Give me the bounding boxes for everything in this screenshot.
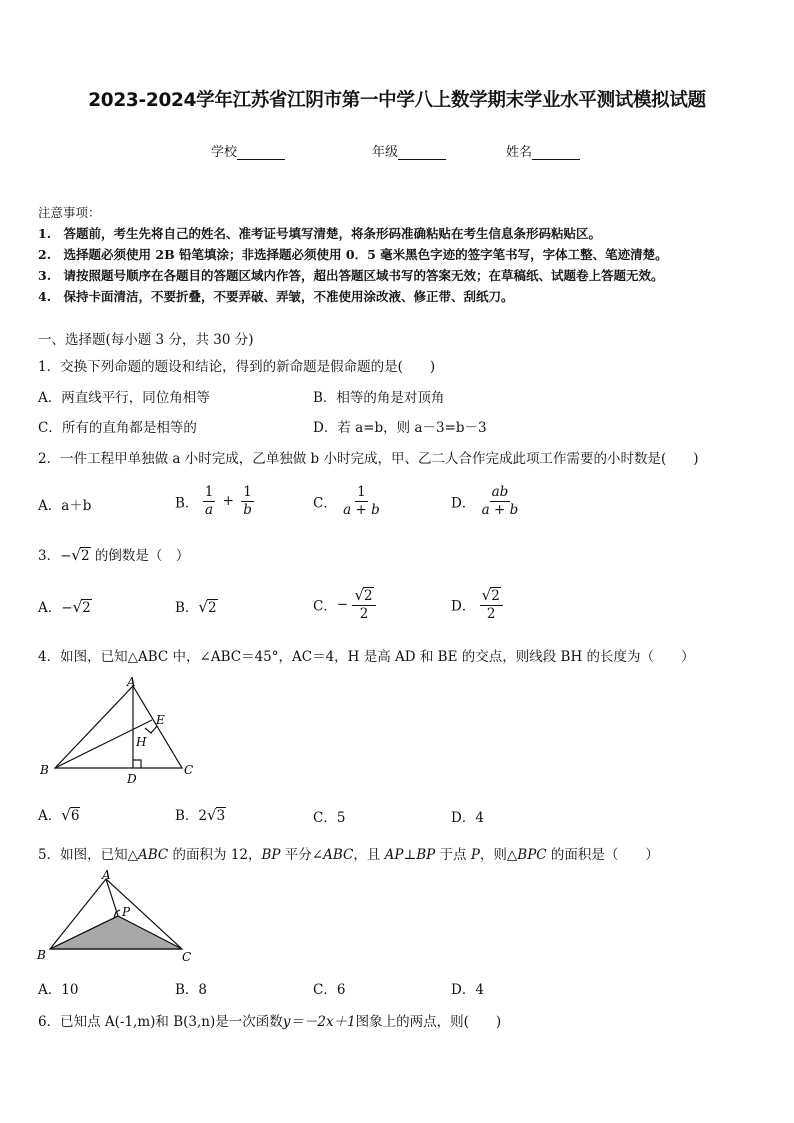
q6-stem: 6．已知点 A(-1,m)和 B(3,n)是一次函数y＝－2x＋1图象上的两点，则( ): [38, 1014, 502, 1030]
q4-stem: 4．如图，已知△ABC 中，∠ABC＝45°，AC＝4，H 是高 AD 和 BE 的交点，则线段 BH 的长度为（ ）: [38, 649, 695, 665]
grade-label: 年级: [372, 145, 399, 160]
q3-option-c: C．− $\frac{√2}{2}$: [313, 586, 376, 623]
note-item: 2. 选择题必须使用 2B 铅笔填涂；非选择题必须使用 0．5 毫米黑色字迹的签字笔书写，字体工整、笔迹清楚。: [38, 247, 668, 262]
q3-option-d: D． $\frac{√2}{2}$: [451, 586, 503, 623]
q2-option-b-label: B．: [175, 495, 199, 512]
q4-right-angle-e: [145, 726, 157, 733]
note-item: 4. 保持卡面清洁，不要折叠，不要弄破、弄皱，不准使用涂改液、修正带、刮纸刀。: [38, 289, 514, 304]
q4-right-angle-d: [133, 760, 141, 768]
q4-option-a: A．√6: [38, 806, 80, 824]
q5-shaded-bpc: [50, 916, 182, 949]
q4-option-b: B．2√3: [175, 806, 226, 824]
q2-option-c: [313, 484, 382, 519]
q5-option-d: D．4: [451, 982, 484, 998]
q4-triangle-abc: [55, 686, 182, 768]
note-item: 3. 请按照题号顺序在各题目的答题区域内作答，超出答题区域书写的答案无效；在草稿纸、试题卷上答题无效。: [38, 268, 664, 283]
q5-label-b: B: [37, 948, 46, 962]
name-blank: [532, 146, 580, 160]
q2-option-d-label: D．: [451, 495, 476, 512]
school-label: 学校: [211, 145, 238, 160]
page-title: 2023-2024学年江苏省江阴市第一中学八上数学期末学业水平测试模拟试题: [88, 90, 706, 111]
q2-stem: 2．一件工程甲单独做 a 小时完成，乙单独做 b 小时完成，甲、乙二人合作完成此项工作需要的小时数是( ): [38, 451, 699, 467]
q1-option-a: A．两直线平行，同位角相等: [38, 390, 210, 406]
note-item: 1. 答题前，考生先将自己的姓名、准考证号填写清楚，将条形码准确粘贴在考生信息条形码粘贴区。: [38, 226, 602, 241]
q3-option-a: A．−√2: [38, 598, 91, 616]
q1-option-d: D．若 a=b，则 a－3=b－3: [313, 420, 487, 436]
q2-option-c-label: C．: [313, 495, 337, 512]
q5-option-b: B．8: [175, 982, 208, 998]
q5-option-c: C．6: [313, 982, 346, 998]
q2-frac-ab-apb: $\frac{ab}{a + b}$: [481, 484, 519, 518]
q4-label-a: A: [127, 675, 136, 689]
q2-plus: +: [222, 493, 234, 510]
q5-option-a: A．10: [38, 982, 79, 998]
q1-stem: 1．交换下列命题的题设和结论，得到的新命题是假命题的是( ): [38, 359, 436, 375]
q2-frac-1a: $\frac{1}{a}$: [204, 484, 214, 518]
q1-option-b: B．相等的角是对顶角: [313, 390, 445, 406]
q5-label-c: C: [182, 950, 192, 964]
q3-stem: 3．−√2 的倒数是（ ）: [38, 546, 190, 564]
school-field: [211, 141, 285, 160]
q4-label-d: D: [127, 772, 137, 786]
q2-option-a: A．a＋b: [38, 498, 92, 514]
q5-triangle-diagram: [34, 866, 204, 966]
q2-frac-1apb: $\frac{1}{a + b}$: [343, 484, 380, 518]
section-heading: 一、选择题(每小题 3 分，共 30 分): [38, 332, 254, 348]
q2-option-d: [451, 484, 520, 519]
q4-option-c: C．5: [313, 810, 346, 826]
grade-blank: [398, 146, 446, 160]
q4-label-c: C: [184, 763, 194, 777]
q2-frac-1b: $\frac{1}{b}$: [243, 484, 252, 518]
grade-field: [372, 141, 446, 160]
notes-heading: 注意事项：: [38, 205, 101, 220]
q4-option-d: D．4: [451, 810, 484, 826]
q4-triangle-diagram: [36, 674, 206, 790]
q4-label-b: B: [40, 763, 49, 777]
q5-stem: 5．如图，已知△ABC 的面积为 12，BP 平分∠ABC，且 AP⊥BP 于点 P，则△BPC 的面积是（ ）: [38, 847, 659, 863]
q5-label-a: A: [102, 868, 111, 882]
q2-option-b: [175, 484, 254, 519]
q1-option-c: C．所有的直角都是相等的: [38, 420, 197, 436]
q4-label-h: H: [136, 735, 147, 749]
name-field: [506, 141, 580, 160]
name-label: 姓名: [506, 145, 533, 160]
q3-option-b: B．√2: [175, 598, 217, 616]
q5-label-p: P: [122, 905, 131, 919]
q4-label-e: E: [156, 713, 165, 727]
school-blank: [237, 146, 285, 160]
